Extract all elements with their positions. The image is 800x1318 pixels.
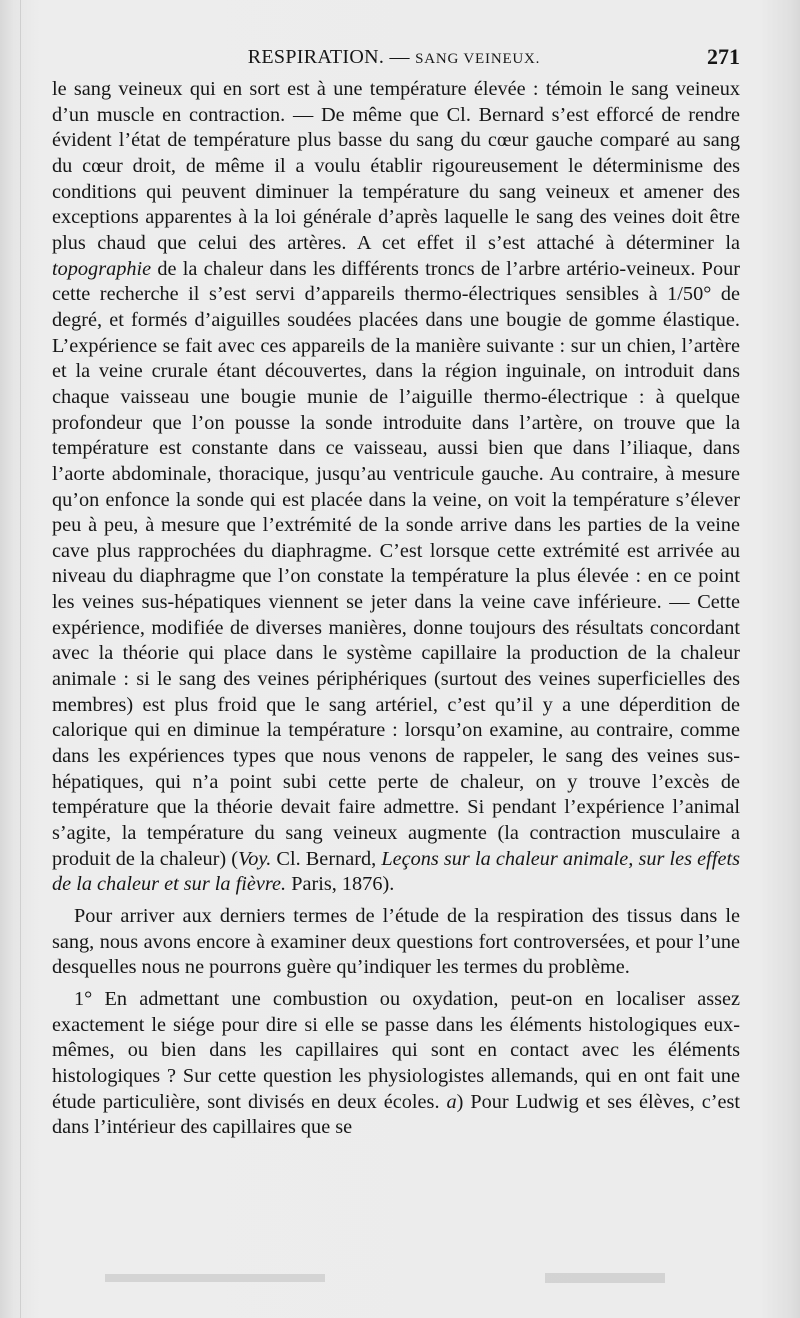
page-number: 271 bbox=[707, 44, 740, 69]
text-segment: de la chaleur dans les différents troncs de l’arbre artério-veineux. Pour cette recherche il s’est servi d’appareils thermo-électriques sensibles à 1/50° de degré, et formés d’aiguilles soudées placées dans une bougie de gomme élastique. L’expérience se fait avec ces appareils de la manière suivante : sur un chien, l’artère et la veine crurale étant découvertes, dans la région inguinale, on introduit dans chaque vaisseau une bougie munie de l’aiguille thermo-électrique : à quelque profondeur que l’on pousse la sonde introduite dans l’artère, on trouve que la température est constante dans ce vaisseau, aussi bien que dans l’iliaque, dans l’aorte abdominale, thoracique, jusqu’au ventricule gauche. Au contraire, à mesure qu’on enfonce la sonde qui est placée dans la veine, on voit la température s’élever peu à peu, à mesure que l’extrémité de la sonde arrive dans les parties de la veine cave plus rapprochées du diaphragme. C’est lorsque cette extrémité est arrivée au niveau du diaphragme que l’on constate la température la plus élevée : en ce point les veines sus-hépatiques viennent se jeter dans la veine cave inférieure. — Cette expérience, modifiée de diverses manières, donne toujours des résultats concordant avec la théorie qui place dans le système capillaire la production de la chaleur animale : si le sang des veines périphériques (surtout des veines superficielles des membres) est plus froid que le sang artériel, c’est qu’il y a une déperdition de calorique qui en diminue la température : lorsqu’on examine, au contraire, comme dans les expériences types que nous venons de rappeler, le sang des veines sus-hépatiques, qui n’a point subi cette perte de chaleur, on y trouve l’excès de température que la théorie devait faire admettre. Si pendant l’expérience l’animal s’agite, la température du sang veineux augmente (la contraction musculaire a produit de la chaleur) ( bbox=[52, 257, 740, 870]
text-segment: ) Pour Ludwig et ses élèves, c’est dans l’intérieur des capillaires que se bbox=[52, 1090, 740, 1139]
running-title bbox=[48, 46, 740, 69]
text-segment: Pour arriver aux derniers termes de l’étude de la respiration des tissus dans le sang, nous avons encore à examiner deux questions fort controversées, et pour l’une desquelles nous ne pourrons guère qu’indiquer les termes du problème. bbox=[52, 905, 740, 979]
text-segment: le sang veineux qui en sort est à une température élevée : témoin le sang veineux d’un muscle en contraction. — De même que Cl. Bernard s’est efforcé de rendre évident l’état de température plus basse du sang du cœur gauche comparé au sang du cœur droit, de même il a voulu établir rigoureusement le déterminisme des conditions qui peuvent diminuer la température du sang veineux et amener des exceptions apparentes à la loi générale d’après laquelle le sang des veines doit être plus chaud que celui des artères. A cet effet il s’est attaché à déterminer la bbox=[52, 78, 740, 254]
paragraph-1 bbox=[52, 77, 740, 898]
text-segment: Paris, 1876). bbox=[286, 873, 395, 896]
italic-segment: Leçons sur la chaleur animale, sur les effets de la chaleur et sur la fièvre. bbox=[52, 847, 740, 896]
italic-segment: Voy. bbox=[238, 847, 272, 870]
italic-segment: a bbox=[446, 1090, 457, 1113]
paragraph-3 bbox=[52, 987, 740, 1141]
header-subtitle: SANG VEINEUX. bbox=[415, 51, 541, 67]
paragraph-2 bbox=[52, 904, 740, 981]
header-dash: — bbox=[389, 46, 410, 68]
body-text bbox=[52, 77, 740, 1141]
italic-segment: topographie bbox=[52, 257, 152, 280]
page-gutter-edge bbox=[20, 0, 21, 1318]
bleed-through-footer-mark bbox=[105, 1268, 685, 1288]
text-segment: Cl. Bernard, bbox=[271, 847, 382, 870]
text-segment: 1° En admettant une combustion ou oxydation, peut-on en localiser assez exactement le siége pour dire si elle se passe dans les éléments histologiques eux-mêmes, ou bien dans les capillaires qui sont en contact avec les éléments histologiques ? Sur cette question les physiologistes allemands, qui en ont fait une étude particulière, sont divisés en deux écoles. bbox=[52, 987, 740, 1113]
header-title: RESPIRATION. bbox=[247, 46, 385, 68]
running-header bbox=[48, 44, 740, 74]
